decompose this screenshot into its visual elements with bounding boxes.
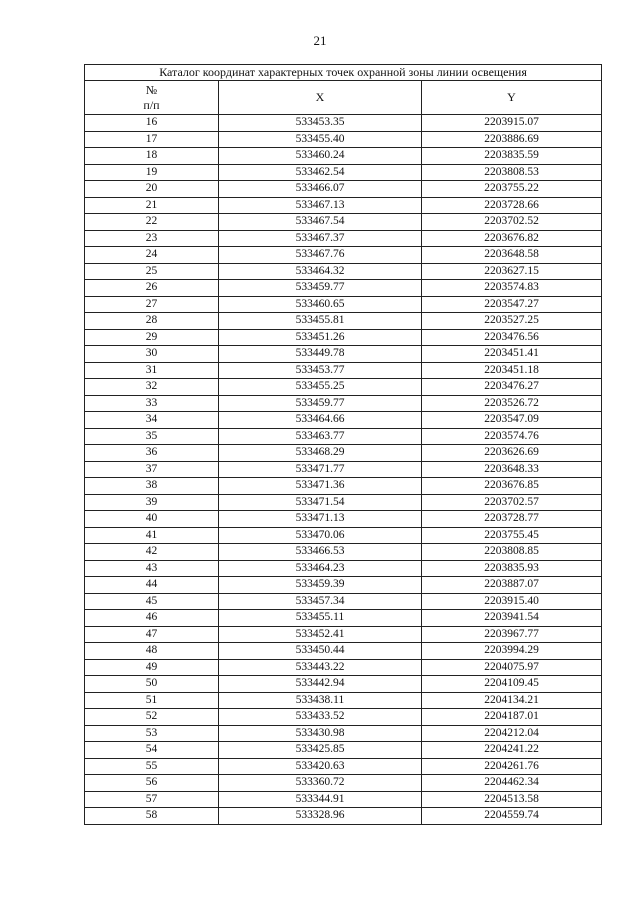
cell-x-coordinate: 533328.96	[219, 808, 422, 825]
table-row	[85, 313, 602, 330]
cell-y-coordinate: 2203476.56	[422, 329, 602, 346]
header-x: X	[219, 81, 422, 115]
cell-point-number: 48	[85, 643, 219, 660]
cell-point-number: 36	[85, 445, 219, 462]
cell-point-number: 16	[85, 115, 219, 132]
table-row	[85, 412, 602, 429]
cell-point-number: 30	[85, 346, 219, 363]
cell-x-coordinate: 533462.54	[219, 164, 422, 181]
cell-x-coordinate: 533453.77	[219, 362, 422, 379]
cell-point-number: 18	[85, 148, 219, 165]
cell-y-coordinate: 2203451.18	[422, 362, 602, 379]
table-row	[85, 280, 602, 297]
cell-y-coordinate: 2203702.52	[422, 214, 602, 231]
cell-point-number: 35	[85, 428, 219, 445]
cell-y-coordinate: 2204109.45	[422, 676, 602, 693]
table-row	[85, 610, 602, 627]
cell-point-number: 52	[85, 709, 219, 726]
table-row	[85, 692, 602, 709]
table-row	[85, 395, 602, 412]
cell-y-coordinate: 2203547.09	[422, 412, 602, 429]
cell-y-coordinate: 2203835.93	[422, 560, 602, 577]
cell-x-coordinate: 533455.40	[219, 131, 422, 148]
coordinates-catalog-table	[84, 64, 602, 825]
cell-point-number: 26	[85, 280, 219, 297]
table-row	[85, 527, 602, 544]
cell-x-coordinate: 533455.25	[219, 379, 422, 396]
table-row	[85, 676, 602, 693]
cell-y-coordinate: 2203626.69	[422, 445, 602, 462]
cell-x-coordinate: 533433.52	[219, 709, 422, 726]
cell-point-number: 57	[85, 791, 219, 808]
table-row	[85, 230, 602, 247]
cell-x-coordinate: 533457.34	[219, 593, 422, 610]
table-row	[85, 346, 602, 363]
cell-x-coordinate: 533425.85	[219, 742, 422, 759]
table-row	[85, 577, 602, 594]
table-row	[85, 791, 602, 808]
cell-x-coordinate: 533470.06	[219, 527, 422, 544]
cell-x-coordinate: 533460.65	[219, 296, 422, 313]
table-row	[85, 659, 602, 676]
table-row	[85, 131, 602, 148]
page-number: 21	[313, 33, 327, 48]
cell-y-coordinate: 2203755.45	[422, 527, 602, 544]
cell-point-number: 24	[85, 247, 219, 264]
cell-x-coordinate: 533464.66	[219, 412, 422, 429]
cell-y-coordinate: 2204261.76	[422, 758, 602, 775]
cell-point-number: 56	[85, 775, 219, 792]
header-number	[85, 81, 219, 115]
cell-y-coordinate: 2204513.58	[422, 791, 602, 808]
cell-point-number: 23	[85, 230, 219, 247]
cell-y-coordinate: 2203547.27	[422, 296, 602, 313]
cell-y-coordinate: 2203835.59	[422, 148, 602, 165]
cell-point-number: 38	[85, 478, 219, 495]
table-row	[85, 775, 602, 792]
cell-x-coordinate: 533471.54	[219, 494, 422, 511]
cell-x-coordinate: 533463.77	[219, 428, 422, 445]
table-row	[85, 197, 602, 214]
cell-y-coordinate: 2204212.04	[422, 725, 602, 742]
cell-x-coordinate: 533452.41	[219, 626, 422, 643]
cell-y-coordinate: 2203994.29	[422, 643, 602, 660]
cell-y-coordinate: 2203808.85	[422, 544, 602, 561]
cell-y-coordinate: 2203941.54	[422, 610, 602, 627]
cell-point-number: 25	[85, 263, 219, 280]
cell-y-coordinate: 2203574.76	[422, 428, 602, 445]
cell-y-coordinate: 2204241.22	[422, 742, 602, 759]
cell-point-number: 44	[85, 577, 219, 594]
table-row	[85, 808, 602, 825]
cell-x-coordinate: 533471.77	[219, 461, 422, 478]
cell-x-coordinate: 533449.78	[219, 346, 422, 363]
table-row	[85, 725, 602, 742]
table-row	[85, 593, 602, 610]
cell-y-coordinate: 2204187.01	[422, 709, 602, 726]
cell-y-coordinate: 2203676.82	[422, 230, 602, 247]
cell-y-coordinate: 2203527.25	[422, 313, 602, 330]
cell-point-number: 17	[85, 131, 219, 148]
cell-x-coordinate: 533438.11	[219, 692, 422, 709]
cell-point-number: 49	[85, 659, 219, 676]
header-number-line1: №	[145, 82, 158, 97]
cell-x-coordinate: 533430.98	[219, 725, 422, 742]
cell-x-coordinate: 533459.77	[219, 395, 422, 412]
cell-x-coordinate: 533467.76	[219, 247, 422, 264]
cell-point-number: 20	[85, 181, 219, 198]
cell-y-coordinate: 2203915.40	[422, 593, 602, 610]
table-row	[85, 115, 602, 132]
cell-x-coordinate: 533459.39	[219, 577, 422, 594]
cell-y-coordinate: 2203526.72	[422, 395, 602, 412]
cell-x-coordinate: 533468.29	[219, 445, 422, 462]
cell-y-coordinate: 2203648.33	[422, 461, 602, 478]
table-row	[85, 478, 602, 495]
cell-x-coordinate: 533451.26	[219, 329, 422, 346]
cell-point-number: 50	[85, 676, 219, 693]
cell-x-coordinate: 533453.35	[219, 115, 422, 132]
cell-point-number: 46	[85, 610, 219, 627]
table-row	[85, 560, 602, 577]
table-row	[85, 511, 602, 528]
table-row	[85, 296, 602, 313]
cell-point-number: 34	[85, 412, 219, 429]
cell-x-coordinate: 533442.94	[219, 676, 422, 693]
cell-point-number: 22	[85, 214, 219, 231]
cell-y-coordinate: 2203755.22	[422, 181, 602, 198]
table-row	[85, 362, 602, 379]
table-row	[85, 247, 602, 264]
cell-point-number: 31	[85, 362, 219, 379]
cell-x-coordinate: 533464.32	[219, 263, 422, 280]
table-row	[85, 329, 602, 346]
table-row	[85, 214, 602, 231]
table-title: Каталог координат характерных точек охранной зоны линии освещения	[85, 65, 602, 81]
header-y: Y	[422, 81, 602, 115]
table-title-row	[85, 65, 602, 81]
cell-point-number: 54	[85, 742, 219, 759]
cell-point-number: 51	[85, 692, 219, 709]
cell-point-number: 39	[85, 494, 219, 511]
cell-point-number: 47	[85, 626, 219, 643]
cell-point-number: 45	[85, 593, 219, 610]
cell-y-coordinate: 2204075.97	[422, 659, 602, 676]
cell-point-number: 53	[85, 725, 219, 742]
cell-x-coordinate: 533466.53	[219, 544, 422, 561]
table-row	[85, 742, 602, 759]
table-row	[85, 164, 602, 181]
cell-y-coordinate: 2203915.07	[422, 115, 602, 132]
cell-y-coordinate: 2204134.21	[422, 692, 602, 709]
cell-point-number: 55	[85, 758, 219, 775]
table-row	[85, 445, 602, 462]
table-row	[85, 626, 602, 643]
table-body	[85, 115, 602, 825]
table-row	[85, 643, 602, 660]
cell-y-coordinate: 2203887.07	[422, 577, 602, 594]
cell-y-coordinate: 2203728.77	[422, 511, 602, 528]
cell-y-coordinate: 2203476.27	[422, 379, 602, 396]
table-row	[85, 379, 602, 396]
table-row	[85, 148, 602, 165]
cell-point-number: 32	[85, 379, 219, 396]
cell-x-coordinate: 533420.63	[219, 758, 422, 775]
cell-x-coordinate: 533443.22	[219, 659, 422, 676]
table-row	[85, 428, 602, 445]
cell-y-coordinate: 2203886.69	[422, 131, 602, 148]
cell-point-number: 27	[85, 296, 219, 313]
cell-y-coordinate: 2203702.57	[422, 494, 602, 511]
cell-y-coordinate: 2203627.15	[422, 263, 602, 280]
cell-y-coordinate: 2203808.53	[422, 164, 602, 181]
table-row	[85, 709, 602, 726]
cell-y-coordinate: 2203574.83	[422, 280, 602, 297]
cell-x-coordinate: 533344.91	[219, 791, 422, 808]
table-row	[85, 181, 602, 198]
cell-point-number: 21	[85, 197, 219, 214]
cell-y-coordinate: 2203728.66	[422, 197, 602, 214]
cell-x-coordinate: 533459.77	[219, 280, 422, 297]
cell-x-coordinate: 533360.72	[219, 775, 422, 792]
table-row	[85, 461, 602, 478]
table-row	[85, 758, 602, 775]
cell-x-coordinate: 533450.44	[219, 643, 422, 660]
cell-point-number: 29	[85, 329, 219, 346]
table-row	[85, 494, 602, 511]
table-row	[85, 263, 602, 280]
cell-x-coordinate: 533460.24	[219, 148, 422, 165]
cell-point-number: 28	[85, 313, 219, 330]
cell-point-number: 37	[85, 461, 219, 478]
cell-x-coordinate: 533467.37	[219, 230, 422, 247]
cell-point-number: 19	[85, 164, 219, 181]
cell-x-coordinate: 533464.23	[219, 560, 422, 577]
cell-point-number: 41	[85, 527, 219, 544]
cell-y-coordinate: 2203648.58	[422, 247, 602, 264]
cell-x-coordinate: 533466.07	[219, 181, 422, 198]
cell-point-number: 43	[85, 560, 219, 577]
cell-x-coordinate: 533455.11	[219, 610, 422, 627]
cell-point-number: 40	[85, 511, 219, 528]
cell-x-coordinate: 533471.36	[219, 478, 422, 495]
cell-point-number: 42	[85, 544, 219, 561]
cell-point-number: 33	[85, 395, 219, 412]
cell-y-coordinate: 2203676.85	[422, 478, 602, 495]
cell-x-coordinate: 533471.13	[219, 511, 422, 528]
cell-y-coordinate: 2203451.41	[422, 346, 602, 363]
table-header-row	[85, 81, 602, 115]
cell-y-coordinate: 2204559.74	[422, 808, 602, 825]
header-number-line2: п/п	[143, 97, 160, 112]
cell-x-coordinate: 533467.54	[219, 214, 422, 231]
table-row	[85, 544, 602, 561]
cell-x-coordinate: 533455.81	[219, 313, 422, 330]
cell-y-coordinate: 2203967.77	[422, 626, 602, 643]
cell-y-coordinate: 2204462.34	[422, 775, 602, 792]
cell-point-number: 58	[85, 808, 219, 825]
cell-x-coordinate: 533467.13	[219, 197, 422, 214]
